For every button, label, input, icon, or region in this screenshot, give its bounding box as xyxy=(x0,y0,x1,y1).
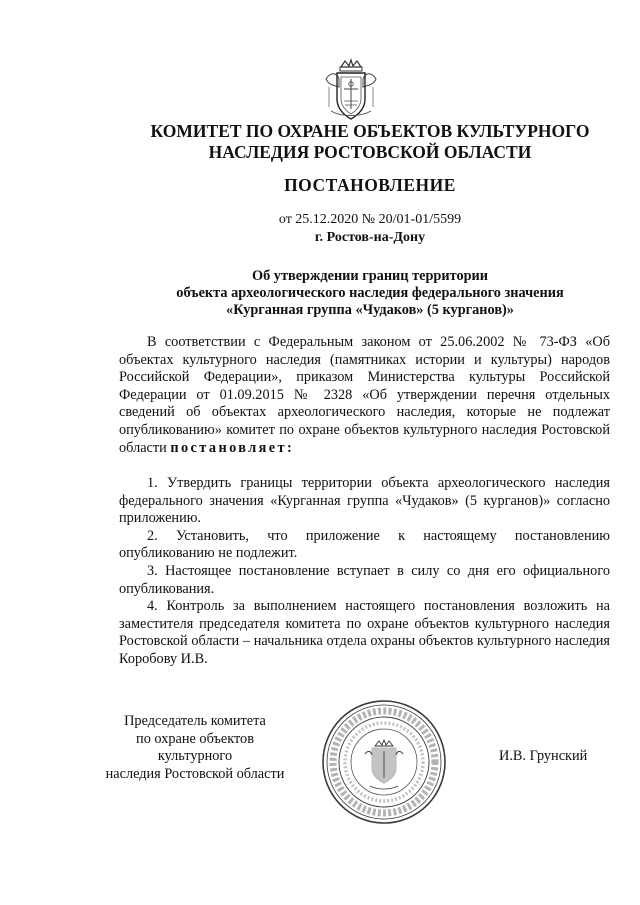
document-city: г. Ростов-на-Дону xyxy=(314,230,426,245)
resolution-item-2: 2. Установить, что приложение к настоящему постановлению опубликованию не подлежит. xyxy=(119,527,610,562)
preamble-paragraph xyxy=(119,334,610,457)
document-subject xyxy=(100,268,640,319)
resolution-item-4: 4. Контроль за выполнением настоящего постановления возложить на заместителя председателя комитета по охране объектов культурного наследия Ростовской области – начальника отдела охраны объектов культурного наследия Коробову И.В. xyxy=(119,598,610,667)
preamble-emphasis: постановляет: xyxy=(170,439,295,456)
resolution-items xyxy=(119,475,610,669)
document-type: ПОСТАНОВЛЕНИЕ xyxy=(284,175,456,195)
subject-line-1: Об утверждении границ территории xyxy=(251,268,489,284)
resolution-item-1: 1. Утвердить границы территории объекта археологического наследия федерального значения «Курганная группа «Чудаков» (5 курганов)» согласно приложению. xyxy=(119,475,610,527)
signatory-title-line-1: Председатель комитета xyxy=(124,713,266,729)
org-line-2: НАСЛЕДИЯ РОСТОВСКОЙ ОБЛАСТИ xyxy=(208,142,532,162)
signatory-title-line-3: наследия Ростовской области xyxy=(105,765,285,782)
preamble xyxy=(119,334,610,457)
preamble-text: В соответствии с Федеральным законом от 25.06.2002 № 73-ФЗ «Об объектах культурного наследия (памятниках истории и культуры) народов Российской Федерации», приказом Министерства культуры Российской Федерации от 01.09.2015 № 2328 «Об утверждении перечня отдельных сведений об объектах археологического наследия, которые не подлежат опубликованию» комитет по охране объектов культурного наследия Ростовской области xyxy=(119,334,610,456)
organization-name xyxy=(100,121,640,163)
signatory-title-line-2: по охране объектов культурного xyxy=(136,730,254,765)
org-line-1: КОМИТЕТ ПО ОХРАНЕ ОБЪЕКТОВ КУЛЬТУРНОГО xyxy=(150,121,590,141)
signatory-name: И.В. Грунский xyxy=(499,748,588,764)
official-round-seal-icon xyxy=(320,698,448,826)
document-date-number: от 25.12.2020 № 20/01-01/5599 xyxy=(278,212,462,227)
rostov-oblast-coat-of-arms-icon xyxy=(323,57,379,123)
signatory-title xyxy=(100,713,290,783)
subject-line-3: «Курганная группа «Чудаков» (5 курганов)» xyxy=(226,302,514,318)
subject-line-2: объекта археологического наследия федерального значения xyxy=(176,285,564,301)
resolution-item-3: 3. Настоящее постановление вступает в силу со дня его официального опубликования. xyxy=(119,562,610,597)
